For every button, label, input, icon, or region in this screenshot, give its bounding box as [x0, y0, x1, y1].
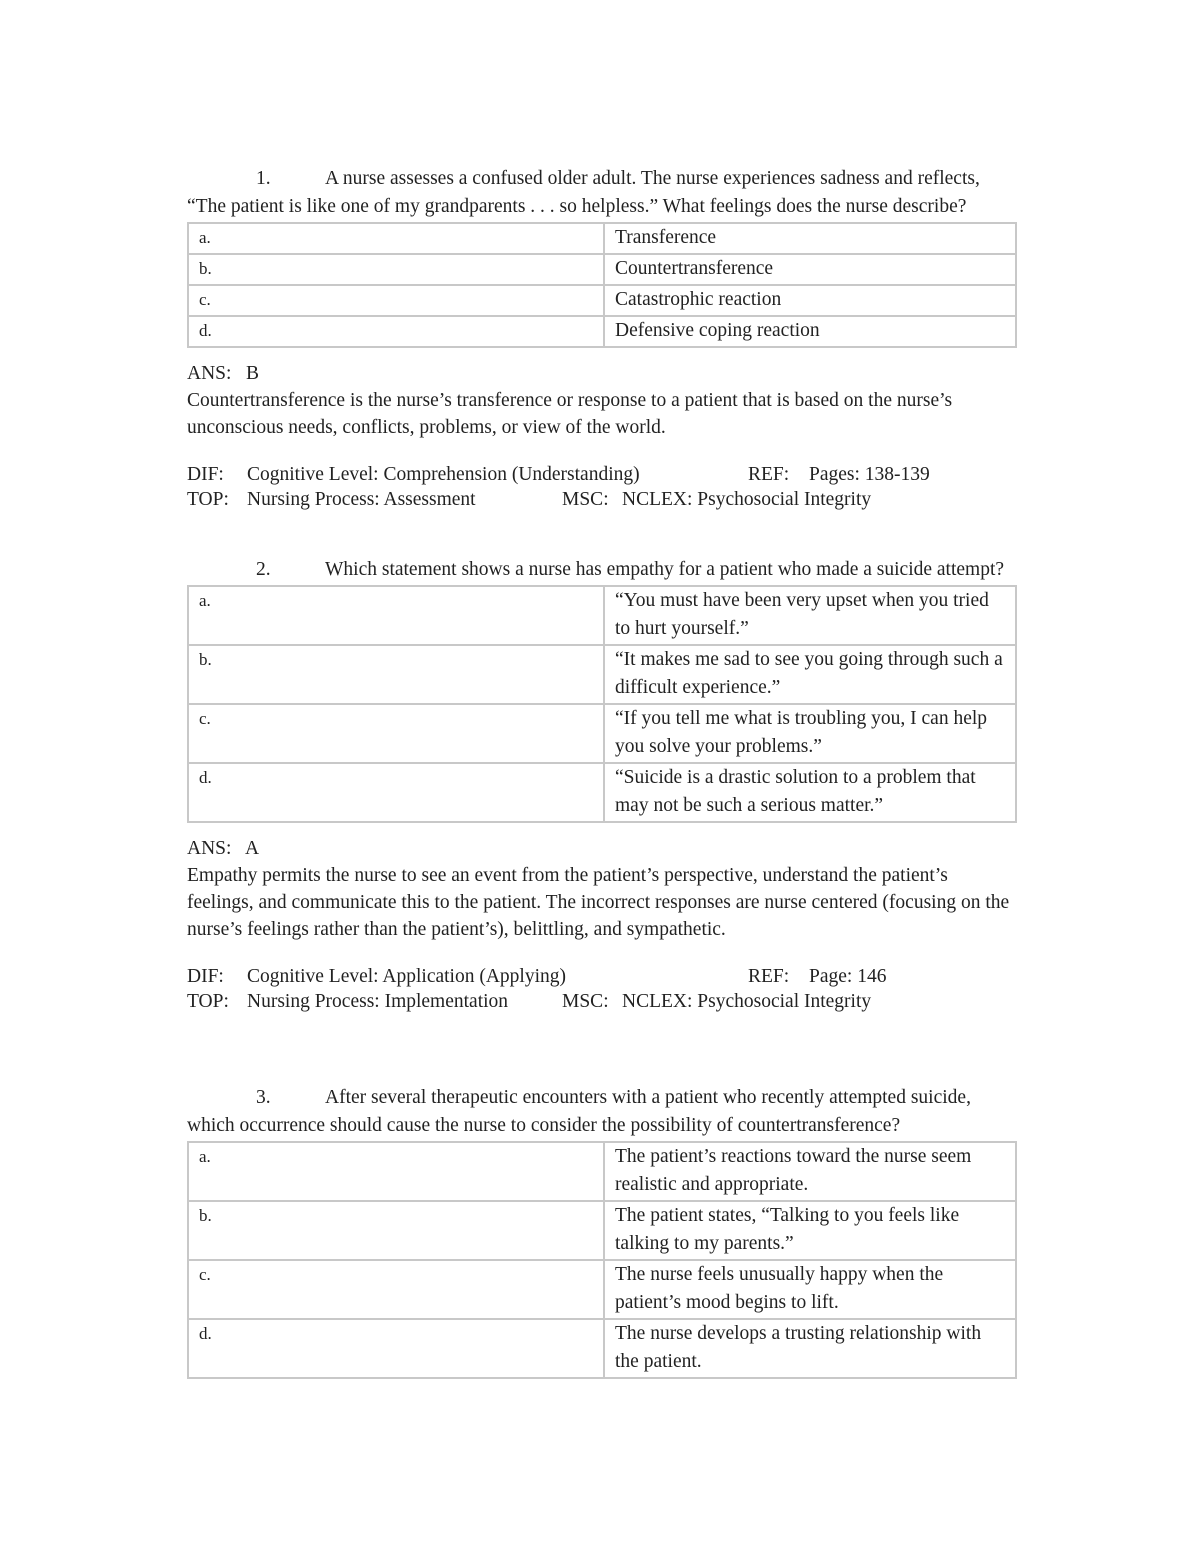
ref-value: Page: 146 [809, 966, 887, 987]
choice-letter: c. [188, 285, 604, 316]
answer-key: ANS: A [187, 838, 260, 859]
choice-letter: b. [188, 1201, 604, 1260]
rationale: Empathy permits the nurse to see an event from the patient’s perspective, understand the patient’s feelings, and communicate this to the patient. The incorrect responses are nurse centered (focusing on the nurse’s feelings rather than the patient’s), belittling, and sympathetic. [187, 865, 1010, 940]
choice-text: “If you tell me what is troubling you, I can help you solve your problems.” [604, 704, 1016, 763]
choice-letter: b. [188, 254, 604, 285]
ref-label: REF: [748, 464, 790, 485]
choice-letter: d. [188, 763, 604, 822]
question-number: 1. [256, 168, 271, 189]
msc-value: NCLEX: Psychosocial Integrity [622, 488, 872, 510]
choice-row [188, 254, 1016, 285]
meta-line-dif [187, 965, 1017, 990]
top-value: Nursing Process: Assessment [247, 488, 476, 510]
msc-label: MSC: [562, 488, 609, 510]
choice-text: Transference [604, 223, 1016, 254]
question-number: 2. [256, 559, 271, 580]
choice-row [188, 1260, 1016, 1319]
choice-text: Catastrophic reaction [604, 285, 1016, 316]
ref-value: Pages: 138-139 [809, 464, 930, 485]
choice-row [188, 1201, 1016, 1260]
choices-table [187, 1141, 1017, 1379]
top-label: TOP: [187, 488, 229, 510]
question-2 [187, 556, 1017, 1014]
top-label: TOP: [187, 990, 229, 1012]
choice-text: The patient states, “Talking to you feels like talking to my parents.” [604, 1201, 1016, 1260]
choice-row [188, 586, 1016, 645]
choice-row [188, 645, 1016, 704]
choice-row [188, 1319, 1016, 1378]
meta-line-top [187, 990, 1017, 1015]
question-3 [187, 1084, 1017, 1379]
choice-text: The patient’s reactions toward the nurse seem realistic and appropriate. [604, 1142, 1016, 1201]
choice-text: Defensive coping reaction [604, 316, 1016, 347]
question-text: A nurse assesses a confused older adult. The nurse experiences sadness and reflects, “The patient is like one of my grandparents . . . so helpless.” What feelings does the nurse describe? [187, 168, 980, 217]
dif-value: Cognitive Level: Comprehension (Understanding) [247, 464, 640, 485]
dif-label: DIF: [187, 464, 224, 485]
question-text: After several therapeutic encounters with a patient who recently attempted suicide, which occurrence should cause the nurse to consider the possibility of countertransference? [187, 1087, 971, 1136]
choice-text: “It makes me sad to see you going through such a difficult experience.” [604, 645, 1016, 704]
top-value: Nursing Process: Implementation [247, 990, 509, 1012]
choice-letter: a. [188, 1142, 604, 1201]
choice-text: “You must have been very upset when you tried to hurt yourself.” [604, 586, 1016, 645]
choice-row [188, 704, 1016, 763]
ref-label: REF: [748, 966, 790, 987]
question-number: 3. [256, 1087, 271, 1108]
choice-row [188, 223, 1016, 254]
question-metadata [187, 965, 1017, 1014]
choice-letter: c. [188, 1260, 604, 1319]
meta-line-dif [187, 463, 1017, 488]
dif-label: DIF: [187, 966, 224, 987]
choice-text: “Suicide is a drastic solution to a problem that may not be such a serious matter.” [604, 763, 1016, 822]
choice-row [188, 316, 1016, 347]
msc-label: MSC: [562, 990, 609, 1012]
question-1 [187, 165, 1017, 512]
choices-table [187, 585, 1017, 823]
meta-line-top [187, 488, 1017, 513]
question-stem [187, 165, 1017, 221]
choice-row [188, 285, 1016, 316]
choice-row [188, 763, 1016, 822]
choice-text: Countertransference [604, 254, 1016, 285]
msc-value: NCLEX: Psychosocial Integrity [622, 990, 872, 1012]
choice-text: The nurse develops a trusting relationship with the patient. [604, 1319, 1016, 1378]
question-stem [187, 1084, 1017, 1140]
question-metadata [187, 463, 1017, 512]
choice-row [188, 1142, 1016, 1201]
question-text: Which statement shows a nurse has empathy for a patient who made a suicide attempt? [325, 559, 1005, 580]
choice-letter: a. [188, 223, 604, 254]
choice-letter: a. [188, 586, 604, 645]
choice-text: The nurse feels unusually happy when the patient’s mood begins to lift. [604, 1260, 1016, 1319]
answer-key: ANS: B [187, 363, 260, 384]
choice-letter: c. [188, 704, 604, 763]
choices-table [187, 222, 1017, 348]
question-stem [187, 556, 1017, 584]
rationale: Countertransference is the nurse’s transference or response to a patient that is based on the nurse’s unconscious needs, conflicts, problems, or view of the world. [187, 390, 953, 438]
dif-value: Cognitive Level: Application (Applying) [247, 966, 566, 987]
choice-letter: d. [188, 1319, 604, 1378]
choice-letter: d. [188, 316, 604, 347]
choice-letter: b. [188, 645, 604, 704]
